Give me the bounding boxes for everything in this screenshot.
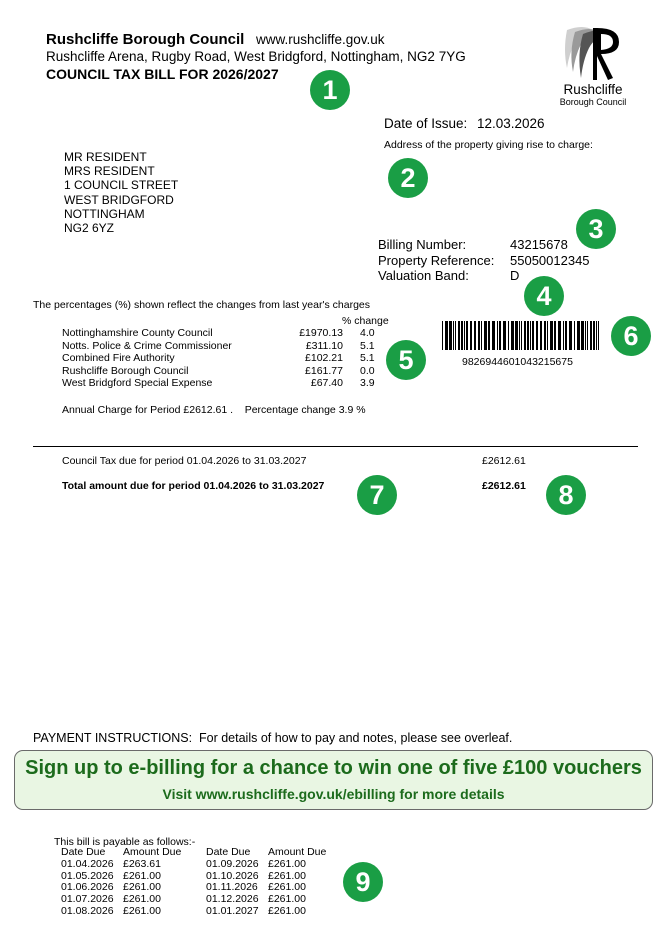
schedule-amount: £261.00 — [123, 893, 161, 906]
barcode-bar — [455, 321, 456, 350]
barcode-bar — [587, 321, 588, 350]
schedule-row — [206, 859, 326, 871]
marker-5: 5 — [386, 340, 426, 380]
barcode-bar — [544, 321, 546, 350]
charge-row — [62, 352, 382, 365]
charge-amount: £161.77 — [305, 364, 343, 377]
schedule-amount: £261.00 — [123, 869, 161, 882]
percentage-note: The percentages (%) shown reflect the changes from last year's charges — [33, 299, 370, 311]
barcode-bar — [470, 321, 472, 350]
schedule-amount: £261.00 — [123, 881, 161, 894]
schedule-row — [61, 859, 181, 871]
schedule-date: 01.11.2026 — [206, 881, 258, 894]
council-name: Rushcliffe Borough Council — [46, 31, 245, 48]
schedule-amount: £261.00 — [268, 893, 306, 906]
schedule-amount: £261.00 — [268, 904, 306, 917]
barcode-bar — [532, 321, 534, 350]
barcode-bar — [558, 321, 561, 350]
payment-instructions: PAYMENT INSTRUCTIONS: For details of how to pay and notes, please see overleaf. — [33, 731, 513, 745]
billing-labels — [378, 237, 494, 284]
charge-pct: 0.0 — [360, 364, 375, 377]
barcode-bar — [519, 321, 520, 350]
billing-number: 43215678 — [510, 237, 568, 252]
schedule-row — [206, 906, 326, 918]
barcode-bar — [484, 321, 487, 350]
barcode-bar — [445, 321, 448, 350]
schedule-date: 01.09.2026 — [206, 857, 259, 870]
barcode-bar — [598, 321, 599, 350]
marker-8: 8 — [546, 475, 586, 515]
barcode-bar — [521, 321, 522, 350]
barcode-bar — [442, 321, 443, 350]
ebilling-promo-link[interactable]: Visit www.rushcliffe.gov.uk/ebilling for more details — [162, 786, 505, 802]
address-line: NG2 6YZ — [64, 220, 115, 235]
barcode-bar — [593, 321, 595, 350]
schedule-date: 01.05.2026 — [61, 869, 114, 882]
divider-rule — [33, 446, 638, 447]
schedule-amount: £261.00 — [268, 869, 306, 882]
schedule-date: 01.10.2026 — [206, 869, 259, 882]
address-line: WEST BRIDGFORD — [64, 192, 174, 207]
barcode — [442, 321, 599, 350]
schedule-amount: £261.00 — [268, 881, 306, 894]
council-address: Rushcliffe Arena, Rugby Road, West Bridgford, Nottingham, NG2 7YG — [46, 49, 466, 64]
barcode-bar — [540, 321, 542, 350]
barcode-bar — [550, 321, 553, 350]
barcode-bar — [524, 321, 526, 350]
barcode-bar — [585, 321, 586, 350]
date-of-issue-value: 12.03.2026 — [477, 116, 545, 131]
charge-amount: £1970.13 — [299, 327, 343, 339]
address-line: MRS RESIDENT — [64, 164, 155, 179]
schedule-header-amount: Amount Due — [268, 846, 327, 858]
charge-authority: Combined Fire Authority — [62, 352, 175, 365]
council-tax-due-amount: £2612.61 — [482, 455, 526, 467]
barcode-bar — [508, 321, 509, 350]
annual-charge-summary: Annual Charge for Period £2612.61 . Percentage change 3.9 % — [62, 404, 366, 416]
barcode-number: 9826944601043215675 — [462, 356, 573, 368]
marker-2: 2 — [388, 158, 428, 198]
billing-number-label: Billing Number: — [378, 237, 467, 252]
schedule-date: 01.07.2026 — [61, 893, 114, 906]
schedule-date: 01.01.2027 — [206, 904, 259, 917]
schedule-date: 01.08.2026 — [61, 904, 114, 917]
marker-7: 7 — [357, 475, 397, 515]
logo-name: Rushcliffe — [563, 82, 623, 97]
schedule-amount: £261.00 — [268, 857, 306, 870]
total-due-amount: £2612.61 — [482, 480, 526, 492]
schedule-header-date: Date Due — [61, 846, 106, 858]
schedule-left — [61, 847, 181, 918]
date-of-issue-label: Date of Issue: — [384, 116, 468, 131]
schedule-date: 01.06.2026 — [61, 881, 114, 894]
property-reference-label: Property Reference: — [378, 252, 495, 268]
charge-row — [62, 340, 382, 353]
barcode-bar — [478, 321, 480, 350]
marker-3: 3 — [576, 209, 616, 249]
charges-table — [62, 327, 382, 390]
schedule-row — [61, 906, 181, 918]
total-due-label: Total amount due for period 01.04.2026 to 31.03.2027 — [62, 480, 325, 492]
charge-pct: 5.1 — [360, 339, 375, 352]
schedule-header-date: Date Due — [206, 846, 251, 858]
barcode-bar — [547, 321, 548, 350]
charge-pct: 5.1 — [360, 352, 375, 365]
schedule-header-amount: Amount Due — [123, 846, 182, 858]
charge-row — [62, 327, 382, 340]
charge-authority: Notts. Police & Crime Commissioner — [62, 339, 232, 352]
barcode-bar — [536, 321, 538, 350]
barcode-bar — [596, 321, 597, 350]
billing-values — [510, 237, 590, 284]
pct-change-header: % change — [342, 315, 389, 327]
schedule-date: 01.12.2026 — [206, 893, 259, 906]
charge-row — [62, 377, 382, 390]
schedule-amount: £261.00 — [123, 904, 161, 917]
ebilling-promo-title: Sign up to e-billing for a chance to win one of five £100 vouchers — [25, 757, 642, 779]
charge-amount: £67.40 — [310, 377, 343, 390]
barcode-bar — [527, 321, 529, 350]
barcode-bar — [563, 321, 564, 350]
logo-subtitle: Borough Council — [559, 97, 627, 107]
address-line: NOTTINGHAM — [64, 206, 145, 221]
barcode-bar — [481, 321, 482, 350]
bill-title: COUNCIL TAX BILL FOR 2026/2027 — [46, 66, 279, 82]
charge-row — [62, 365, 382, 378]
valuation-band-label: Valuation Band: — [378, 268, 469, 283]
marker-4: 4 — [524, 276, 564, 316]
barcode-bar — [449, 321, 452, 350]
barcode-bar — [488, 321, 490, 350]
barcode-bar — [569, 321, 572, 350]
schedule-intro: This bill is payable as follows:- — [54, 836, 196, 848]
barcode-bar — [515, 321, 518, 350]
charge-amount: £311.10 — [305, 339, 343, 352]
property-reference: 55050012345 — [510, 252, 590, 268]
marker-1: 1 — [310, 70, 350, 110]
property-address-label: Address of the property giving rise to charge: — [384, 139, 593, 151]
barcode-bar — [554, 321, 556, 350]
barcode-bar — [474, 321, 476, 350]
address-line: MR RESIDENT — [64, 150, 147, 164]
charge-pct: 3.9 — [360, 377, 375, 390]
barcode-bar — [464, 321, 465, 350]
barcode-bar — [565, 321, 567, 350]
charge-authority: Nottinghamshire County Council — [62, 327, 213, 339]
barcode-bar — [453, 321, 454, 350]
barcode-bar — [577, 321, 580, 350]
barcode-bar — [590, 321, 592, 350]
marker-9: 9 — [343, 862, 383, 902]
charge-authority: West Bridgford Special Expense — [62, 377, 213, 390]
barcode-bar — [574, 321, 575, 350]
recipient-address — [64, 150, 178, 235]
schedule-date: 01.04.2026 — [61, 857, 114, 870]
marker-6: 6 — [611, 316, 651, 356]
council-tax-due-label: Council Tax due for period 01.04.2026 to 31.03.2027 — [62, 455, 307, 467]
barcode-bar — [503, 321, 506, 350]
charge-authority: Rushcliffe Borough Council — [62, 364, 189, 377]
barcode-bar — [497, 321, 498, 350]
address-line: 1 COUNCIL STREET — [64, 178, 179, 193]
schedule-amount: £263.61 — [123, 857, 161, 870]
schedule-right — [206, 847, 326, 918]
barcode-bar — [492, 321, 495, 350]
barcode-bar — [581, 321, 584, 350]
barcode-bar — [530, 321, 531, 350]
council-url[interactable]: www.rushcliffe.gov.uk — [256, 32, 385, 47]
barcode-bar — [461, 321, 463, 350]
barcode-bar — [466, 321, 468, 350]
charge-pct: 4.0 — [360, 327, 375, 339]
charge-amount: £102.21 — [305, 352, 343, 365]
barcode-bar — [499, 321, 501, 350]
barcode-bar — [458, 321, 460, 350]
valuation-band: D — [510, 268, 520, 283]
barcode-bar — [511, 321, 514, 350]
